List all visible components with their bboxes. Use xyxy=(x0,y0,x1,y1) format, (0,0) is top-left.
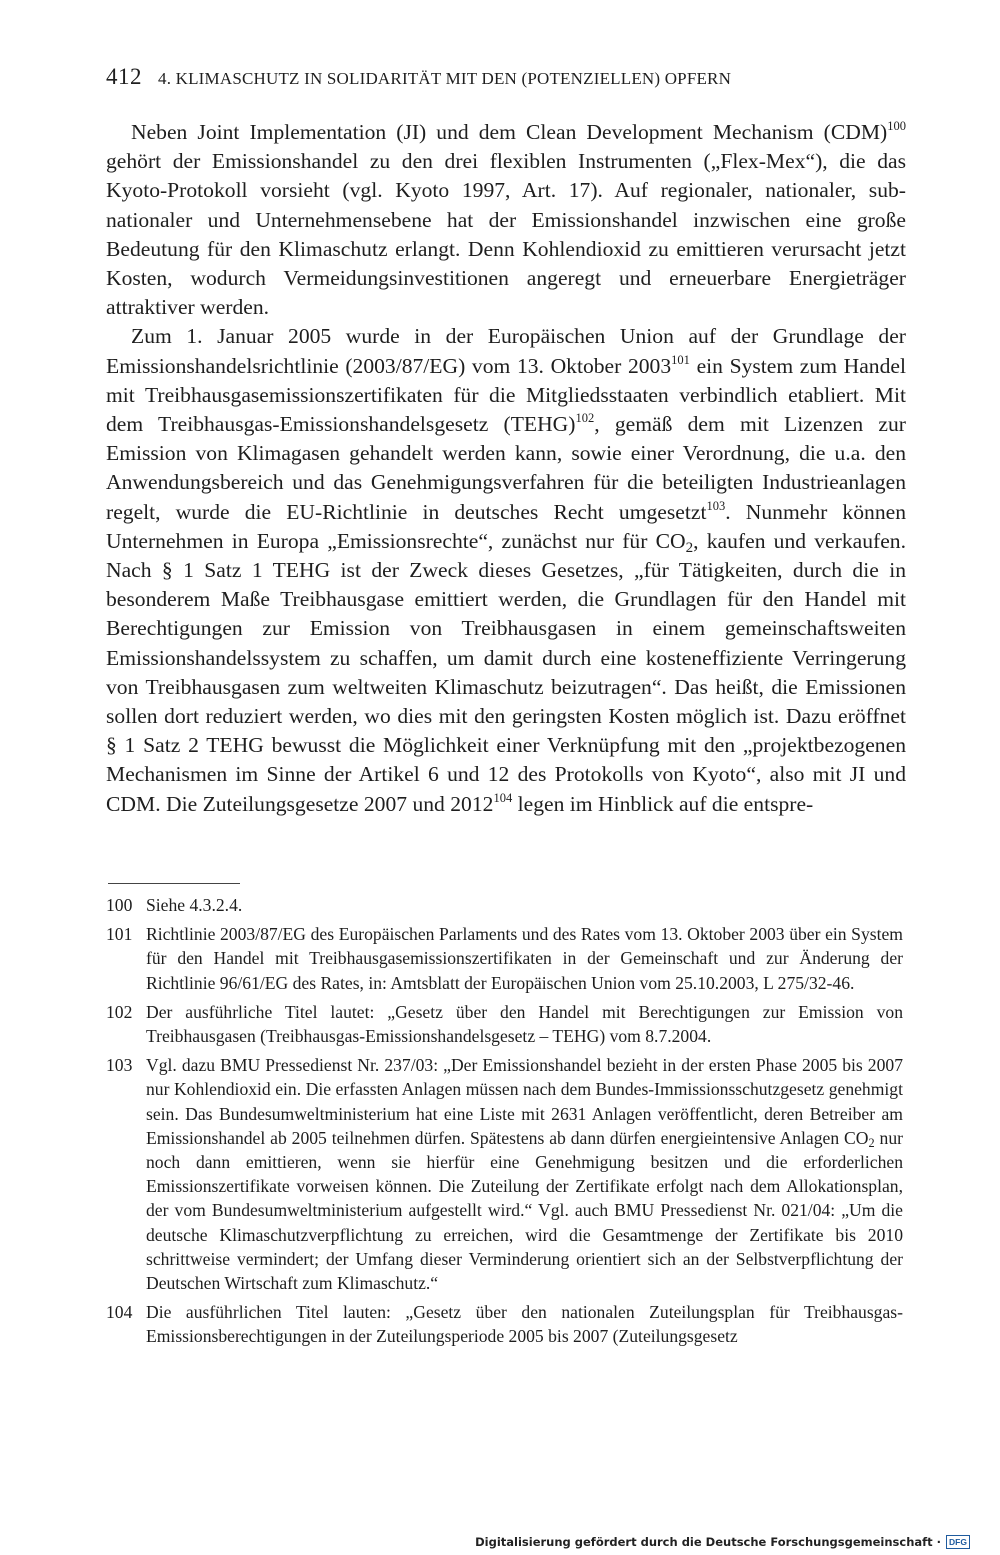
paragraph-eu-emissions-trading xyxy=(106,322,906,818)
paragraph-text: gehört der Emissionshandel zu den drei flexiblen Instrumenten („Flex-Mex“), die das Kyoto-Protokoll vorsieht (vgl. Kyoto 1997, Art. 17). Auf regionaler, nationaler, sub-nationaler und Unternehmensebene hat der Emissionshandel inzwischen eine große Bedeutung für den Klimaschutz erlangt. Denn Kohlendioxid zu emittieren verursacht jetzt Kosten, wodurch Vermeidungsinvestitionen angeregt und erneuerbare Energieträger attraktiver werden. xyxy=(106,149,906,320)
footnote-text: Der ausführliche Titel lautet: „Gesetz über den Handel mit Berechtigungen zur Emission von Treibhausgasen (Treibhausgas-Emissionshandelsgesetz – TEHG) vom 8.7.2004. xyxy=(146,1001,903,1047)
footnote-103 xyxy=(106,1053,903,1295)
footnote-number: 100 xyxy=(106,895,133,915)
footnote-number: 101 xyxy=(106,924,133,945)
chemical-subscript: 2 xyxy=(868,1135,875,1150)
funding-text: Digitalisierung gefördert durch die Deutsche Forschungsgemeinschaft · xyxy=(475,1535,942,1549)
footnote-reference: 101 xyxy=(671,352,690,367)
footnote-reference: 104 xyxy=(493,790,513,805)
footnote-text: Die ausführlichen Titel lauten: „Gesetz über den nationalen Zuteilungsplan für Treibhausgas-Emissionsberechtigungen in der Zuteilungsperiode 2005 bis 2007 (Zuteilungsgesetz xyxy=(146,1302,903,1347)
funding-notice xyxy=(475,1535,970,1549)
main-text xyxy=(106,118,906,819)
chapter-title: 4. KLIMASCHUTZ IN SOLIDARITÄT MIT DEN (POTENZIELLEN) OPFERN xyxy=(158,69,732,88)
footnote-reference: 103 xyxy=(706,498,726,513)
chemical-subscript: 2 xyxy=(685,539,694,556)
footnotes xyxy=(106,893,903,1354)
paragraph-text: . Nunmehr können Unternehmen in Europa „Emissionsrechte“, zunächst nur für CO xyxy=(106,499,906,553)
footnote-reference: 102 xyxy=(575,411,595,426)
paragraph-text: Neben Joint Implementation (JI) und dem Clean Development Mechanism (CDM) xyxy=(131,120,888,144)
footnote-number: 102 xyxy=(106,1001,133,1022)
footnote-text xyxy=(146,1053,903,1295)
paragraph-text: ein System zum Handel mit Treibhausgasemissionszertifikaten für die Mitgliedsstaaten verbindlich etabliert. Mit dem Treibhausgas-Emissionshandelsgesetz (TEHG) xyxy=(106,353,906,437)
footnote-102 xyxy=(106,1000,903,1048)
footnote-text-part: nur noch dann emittieren, wenn sie hierfür eine Genehmigung besitzen und die erforderlichen Emissionszertifikate vorweisen können. Die Zuteilung der Zertifikate erfolgt nach dem Allokationsplan, der vom Bundesumweltministerium aufgestellt wird.“ Vgl. auch BMU Pressedienst Nr. 021/04: „Um die deutsche Klimaschutzverpflichtung zu erreichen, wird die Gesamtmenge der Zertifikate bis 2010 schrittweise vermindert; der Umfang dieser Verminderung orientiert sich an der Selbstverpflichtung der Deutschen Wirtschaft zum Klimaschutz.“ xyxy=(146,1127,903,1294)
paragraph-text: legen im Hinblick auf die entspre- xyxy=(512,791,814,816)
footnote-number: 103 xyxy=(106,1055,133,1076)
running-head xyxy=(106,64,906,96)
footnote-divider xyxy=(108,883,240,884)
footnote-104 xyxy=(106,1300,903,1348)
footnote-text: Richtlinie 2003/87/EG des Europäischen Parlaments und des Rates vom 13. Oktober 2003 über ein System für den Handel mit Treibhausgasemissionszertifikaten in der Gemeinschaft und zur Änderung der Richtlinie 96/61/EG des Rates, in: Amtsblatt der Europäischen Union vom 25.10.2003, L 275/32-46. xyxy=(146,924,903,993)
paragraph-text: Zum 1. Januar 2005 wurde in der Europäischen Union auf der Grundlage der Emissionshandelsrichtlinie (2003/87/EG) vom 13. Oktober 2003 xyxy=(106,324,906,378)
footnote-101 xyxy=(106,922,903,995)
footnote-text: Siehe 4.3.2.4. xyxy=(146,895,243,915)
footnote-100 xyxy=(106,893,903,917)
paragraph-text: , gemäß dem mit Lizenzen zur Emission von Klimagasen gehandelt werden kann, sowie einer Verordnung, die u.a. den Anwendungsbereich und das Genehmigungsverfahren für die beteiligten Industrieanlagen regelt, wurde die EU-Richtlinie in deutsches Recht umgesetzt xyxy=(106,412,906,524)
dfg-logo-icon: DFG xyxy=(946,1535,970,1549)
page-number: 412 xyxy=(106,64,142,89)
footnote-text-part: Vgl. dazu BMU Pressedienst Nr. 237/03: „Der Emissionshandel bezieht in der ersten Phase 2005 bis 2007 nur Kohlendioxid ein. Die erfassten Anlagen müssen nach dem Bundes-Immissionsschutzgesetz genehmigt sein. Das Bundesumweltministerium hat eine Liste mit 2631 Anlagen veröffentlicht, deren Betreiber am Emissionshandel ab 2005 teilnehmen dürfen. Spätestens ab dann dürfen energieintensive Anlagen CO xyxy=(146,1055,903,1148)
paragraph-text: , kaufen und verkaufen. Nach § 1 Satz 1 TEHG ist der Zweck dieses Gesetzes, „für Tätigkeiten, durch die in besonderem Maße Treibhausgase emittiert werden, die Grundlagen für den Handel mit Berechtigungen zur Emission von Treibhausgasen in einem gemeinschaftsweiten Emissionshandelssystem zu schaffen, um damit durch eine kosteneffiziente Verringerung von Treibhausgasen zum weltweiten Klimaschutz beizutragen“. Das heißt, die Emissionen sollen dort reduziert werden, wo dies mit den geringsten Kosten möglich ist. Dazu eröffnet § 1 Satz 2 TEHG bewusst die Möglichkeit einer Verknüpfung mit den „projektbezogenen Mechanismen im Sinne der Artikel 6 und 12 des Protokolls von Kyoto“, also mit JI und CDM. Die Zuteilungsgesetze 2007 und 2012 xyxy=(106,528,906,816)
paragraph-flexible-instruments xyxy=(106,118,906,322)
footnote-number: 104 xyxy=(106,1302,133,1323)
footnote-reference: 100 xyxy=(887,118,906,133)
